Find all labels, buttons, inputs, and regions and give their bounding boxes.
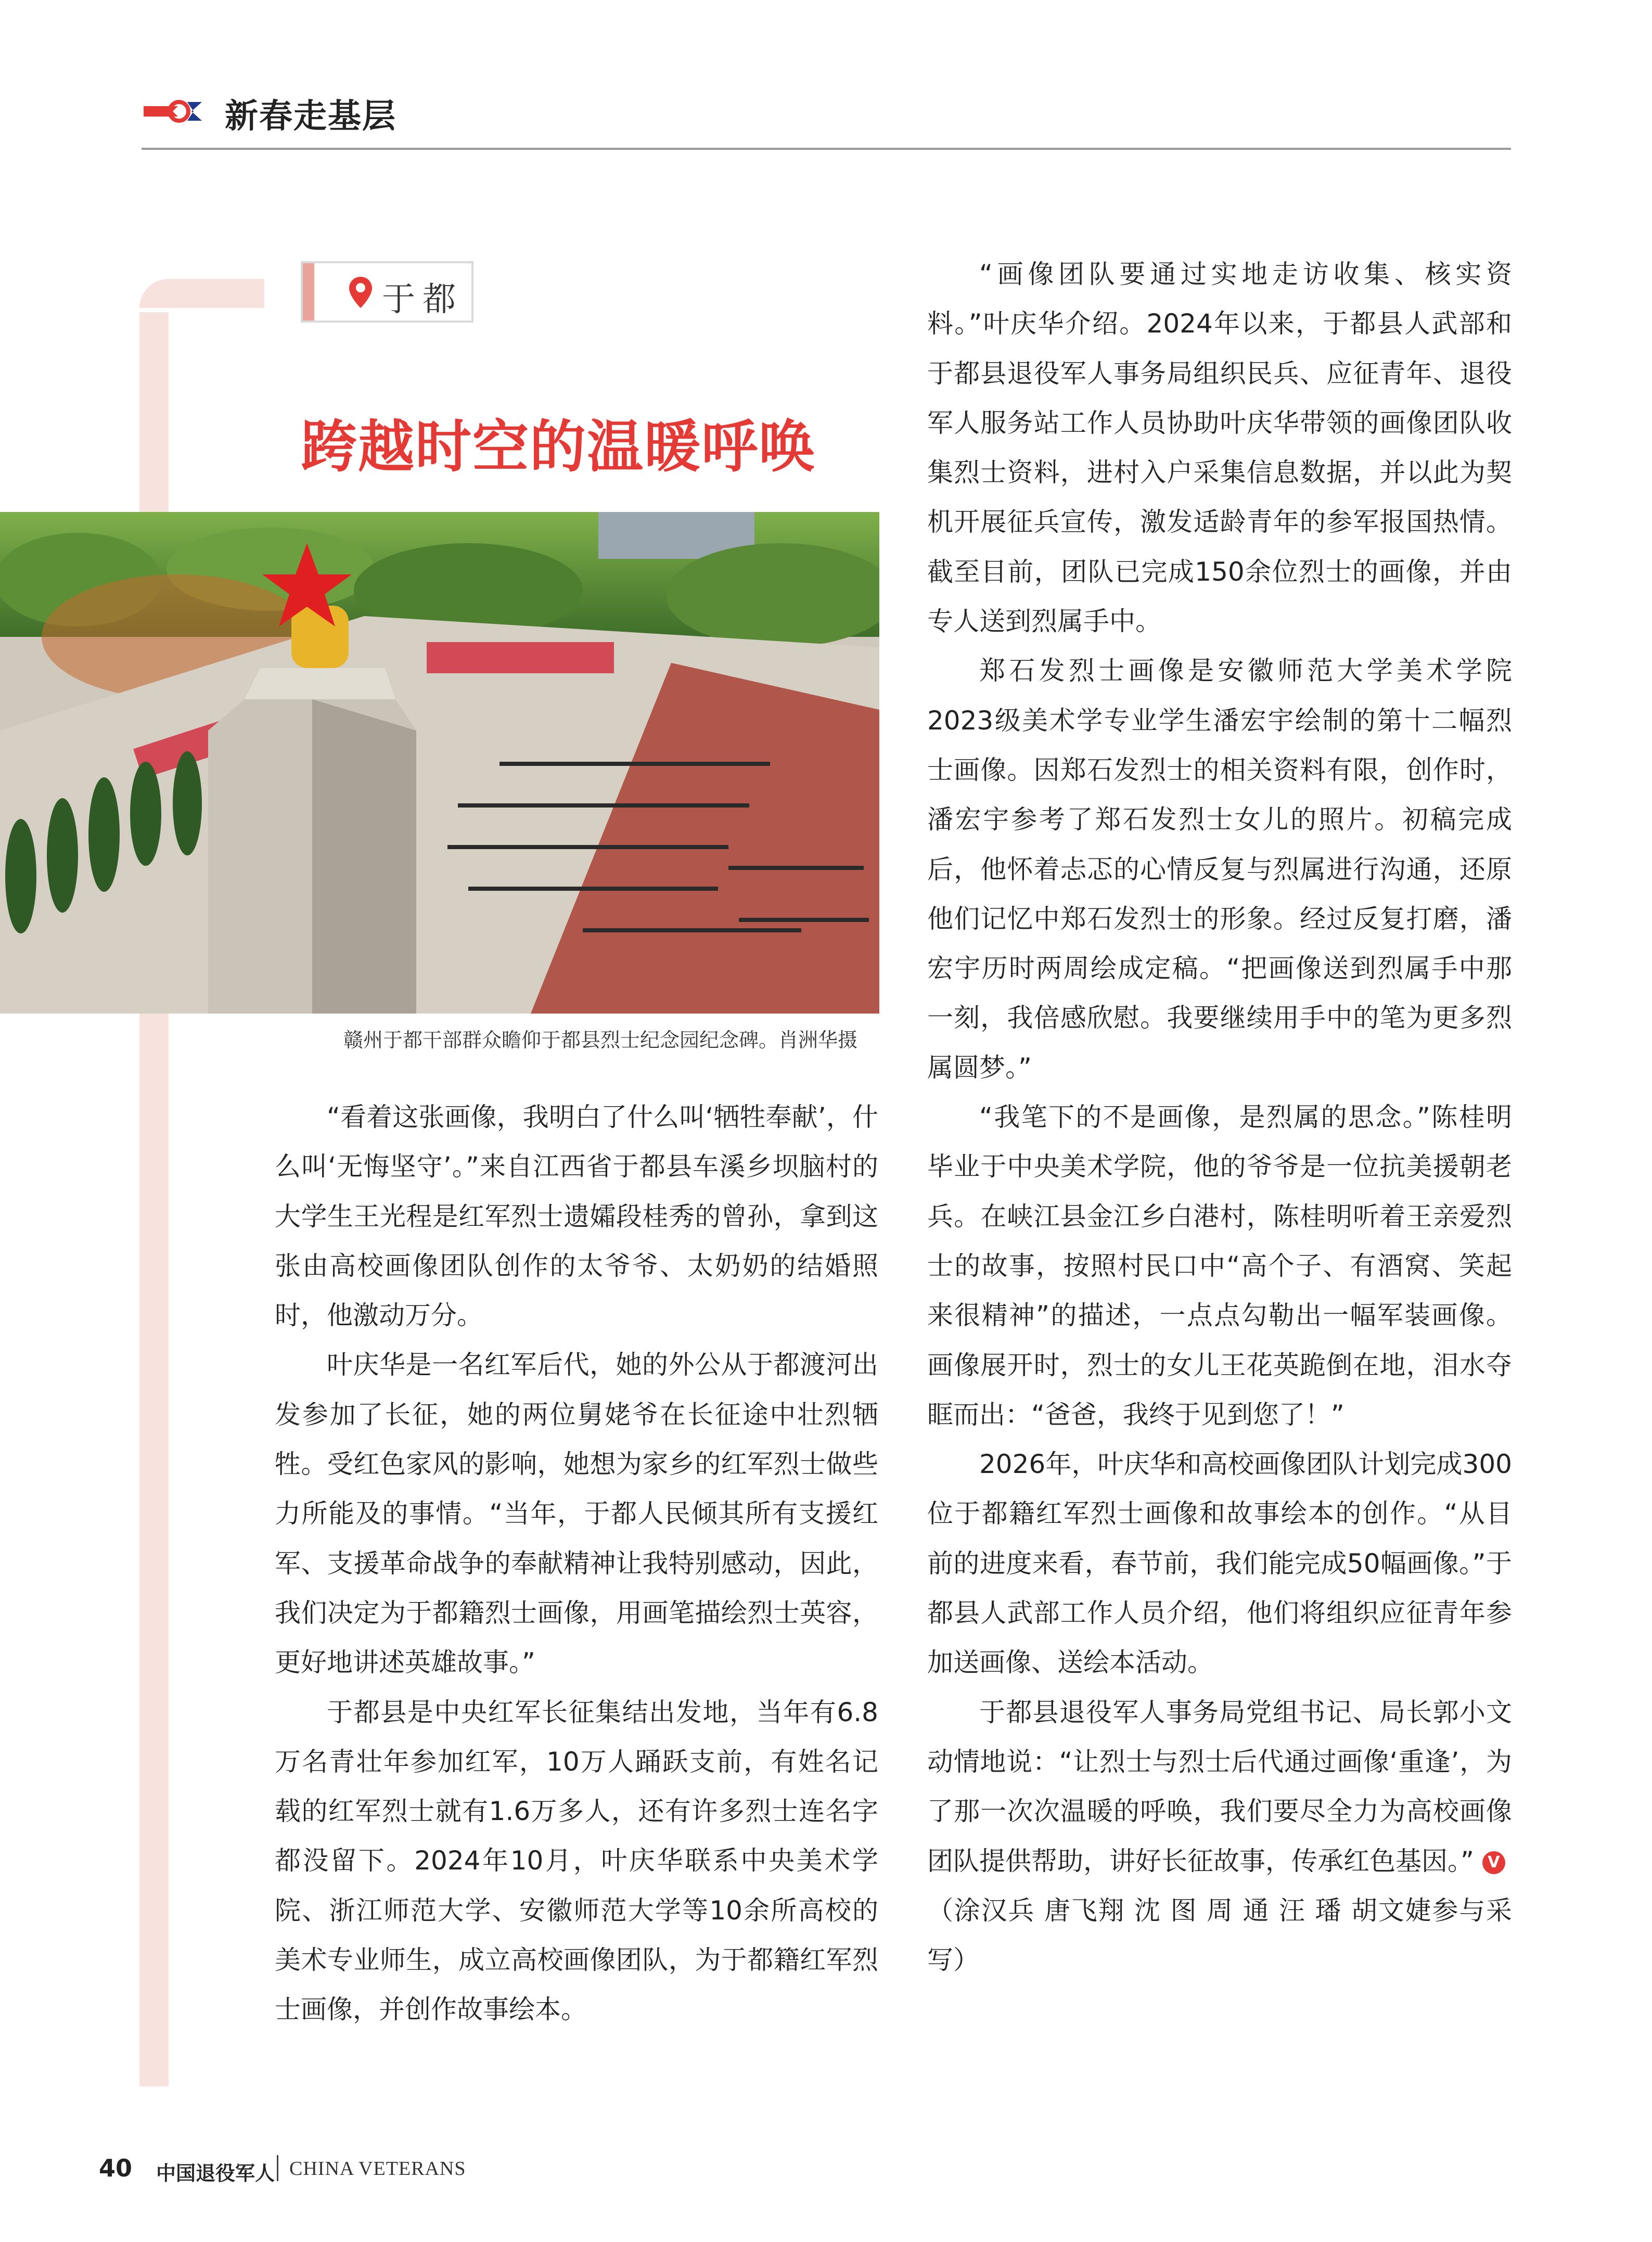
location-pin-icon [348, 276, 374, 309]
paragraph: “看着这张画像，我明白了什么叫‘牺牲奉献’，什么叫‘无悔坚守’。”来自江西省于都县车溪乡坝脑村的大学生王光程是红军烈士遗孀段桂秀的曾孙，拿到这张由高校画像团队创作的太爷爷、太奶奶的结婚照时，他激动万分。 [275, 1102, 878, 1331]
page-number: 40 [99, 2154, 133, 2182]
footer-separator [277, 2155, 278, 2181]
paragraph-text: 于都县退役军人事务局党组书记、局长郭小文动情地说：“让烈士与烈士后代通过画像‘重逢’，为了那一次次温暖的呼唤，我们要尽全力为高校画像团队提供帮助，讲好长征故事，传承红色基因。” [927, 1697, 1512, 1876]
memorial-photo [0, 512, 879, 1014]
header-divider [142, 148, 1511, 150]
paragraph: 于都县是中央红军长征集结出发地，当年有6.8万名青壮年参加红军，10万人踊跃支前，有姓名记载的红军烈士就有1.6万多人，还有许多烈士连名字都没留下。2024年10月，叶庆华联系中央美术学院、浙江师范大学、安徽师范大学等10余所高校的美术专业师生，成立高校画像团队，为于都籍红军烈士画像，并创作故事绘本。 [275, 1697, 878, 2025]
location-tag-accent [303, 263, 314, 321]
magazine-logo-icon [142, 91, 204, 132]
paragraph: 郑石发烈士画像是安徽师范大学美术学院2023级美术学专业学生潘宏宇绘制的第十二幅烈士画像。因郑石发烈士的相关资料有限，创作时，潘宏宇参考了郑石发烈士女儿的照片。初稿完成后，他怀着忐忑的心情反复与烈属进行沟通，还原他们记忆中郑石发烈士的形象。经过反复打磨，潘宏宇历时两周绘成定稿。“把画像送到烈属手中那一刻，我倍感欣慰。我要继续用手中的笔为更多烈属圆梦。” [927, 656, 1512, 1083]
location-tag [301, 261, 473, 323]
decorative-bracket-top [139, 279, 264, 308]
location-name: 于都 [382, 280, 463, 319]
paragraph: “我笔下的不是画像，是烈属的思念。”陈桂明毕业于中央美术学院，他的爷爷是一位抗美援朝老兵。在峡江县金江乡白港村，陈桂明听着王亲爱烈士的故事，按照村民口中“高个子、有酒窝、笑起来很精神”的描述，一点点勾勒出一幅军装画像。画像展开时，烈士的女儿王花英跪倒在地，泪水夺眶而出：“爸爸，我终于见到您了！” [927, 1102, 1512, 1430]
paragraph: 2026年，叶庆华和高校画像团队计划完成300位于都籍红军烈士画像和故事绘本的创作。“从目前的进度来看，春节前，我们能完成50幅画像。”于都县人武部工作人员介绍，他们将组织应征青年参加送画像、送绘本活动。 [927, 1449, 1512, 1678]
photo-caption: 赣州于都干部群众瞻仰于都县烈士纪念园纪念碑。肖洲华摄 [343, 1029, 858, 1052]
paragraph: “画像团队要通过实地走访收集、核实资料。”叶庆华介绍。2024年以来，于都县人武部和于都县退役军人事务局组织民兵、应征青年、退役军人服务站工作人员协助叶庆华带领的画像团队收集烈士资料，进村入户采集信息数据，并以此为契机开展征兵宣传，激发适龄青年的参军报国热情。截至目前，团队已完成150余位烈士的画像，并由专人送到烈属手中。 [927, 259, 1512, 637]
paragraph-final [927, 1688, 1512, 1886]
left-column [275, 1093, 878, 2035]
byline: （涂汉兵 唐飞翔 沈 图 周 通 汪 璠 胡文婕参与采写） [927, 1895, 1512, 1976]
section-label: 新春走基层 [225, 97, 396, 136]
article-title: 跨越时空的温暖呼唤 [301, 415, 816, 480]
magazine-name: 中国退役军人 [156, 2162, 275, 2185]
end-mark-icon: V [1482, 1851, 1505, 1874]
right-column [927, 250, 1512, 1985]
magazine-name-en: CHINA VETERANS [289, 2158, 466, 2180]
paragraph: 叶庆华是一名红军后代，她的外公从于都渡河出发参加了长征，她的两位舅姥爷在长征途中壮烈牺牲。受红色家风的影响，她想为家乡的红军烈士做些力所能及的事情。“当年，于都人民倾其所有支援红军、支援革命战争的奉献精神让我特别感动，因此，我们决定为于都籍烈士画像，用画笔描绘烈士英容，更好地讲述英雄故事。” [275, 1350, 878, 1678]
